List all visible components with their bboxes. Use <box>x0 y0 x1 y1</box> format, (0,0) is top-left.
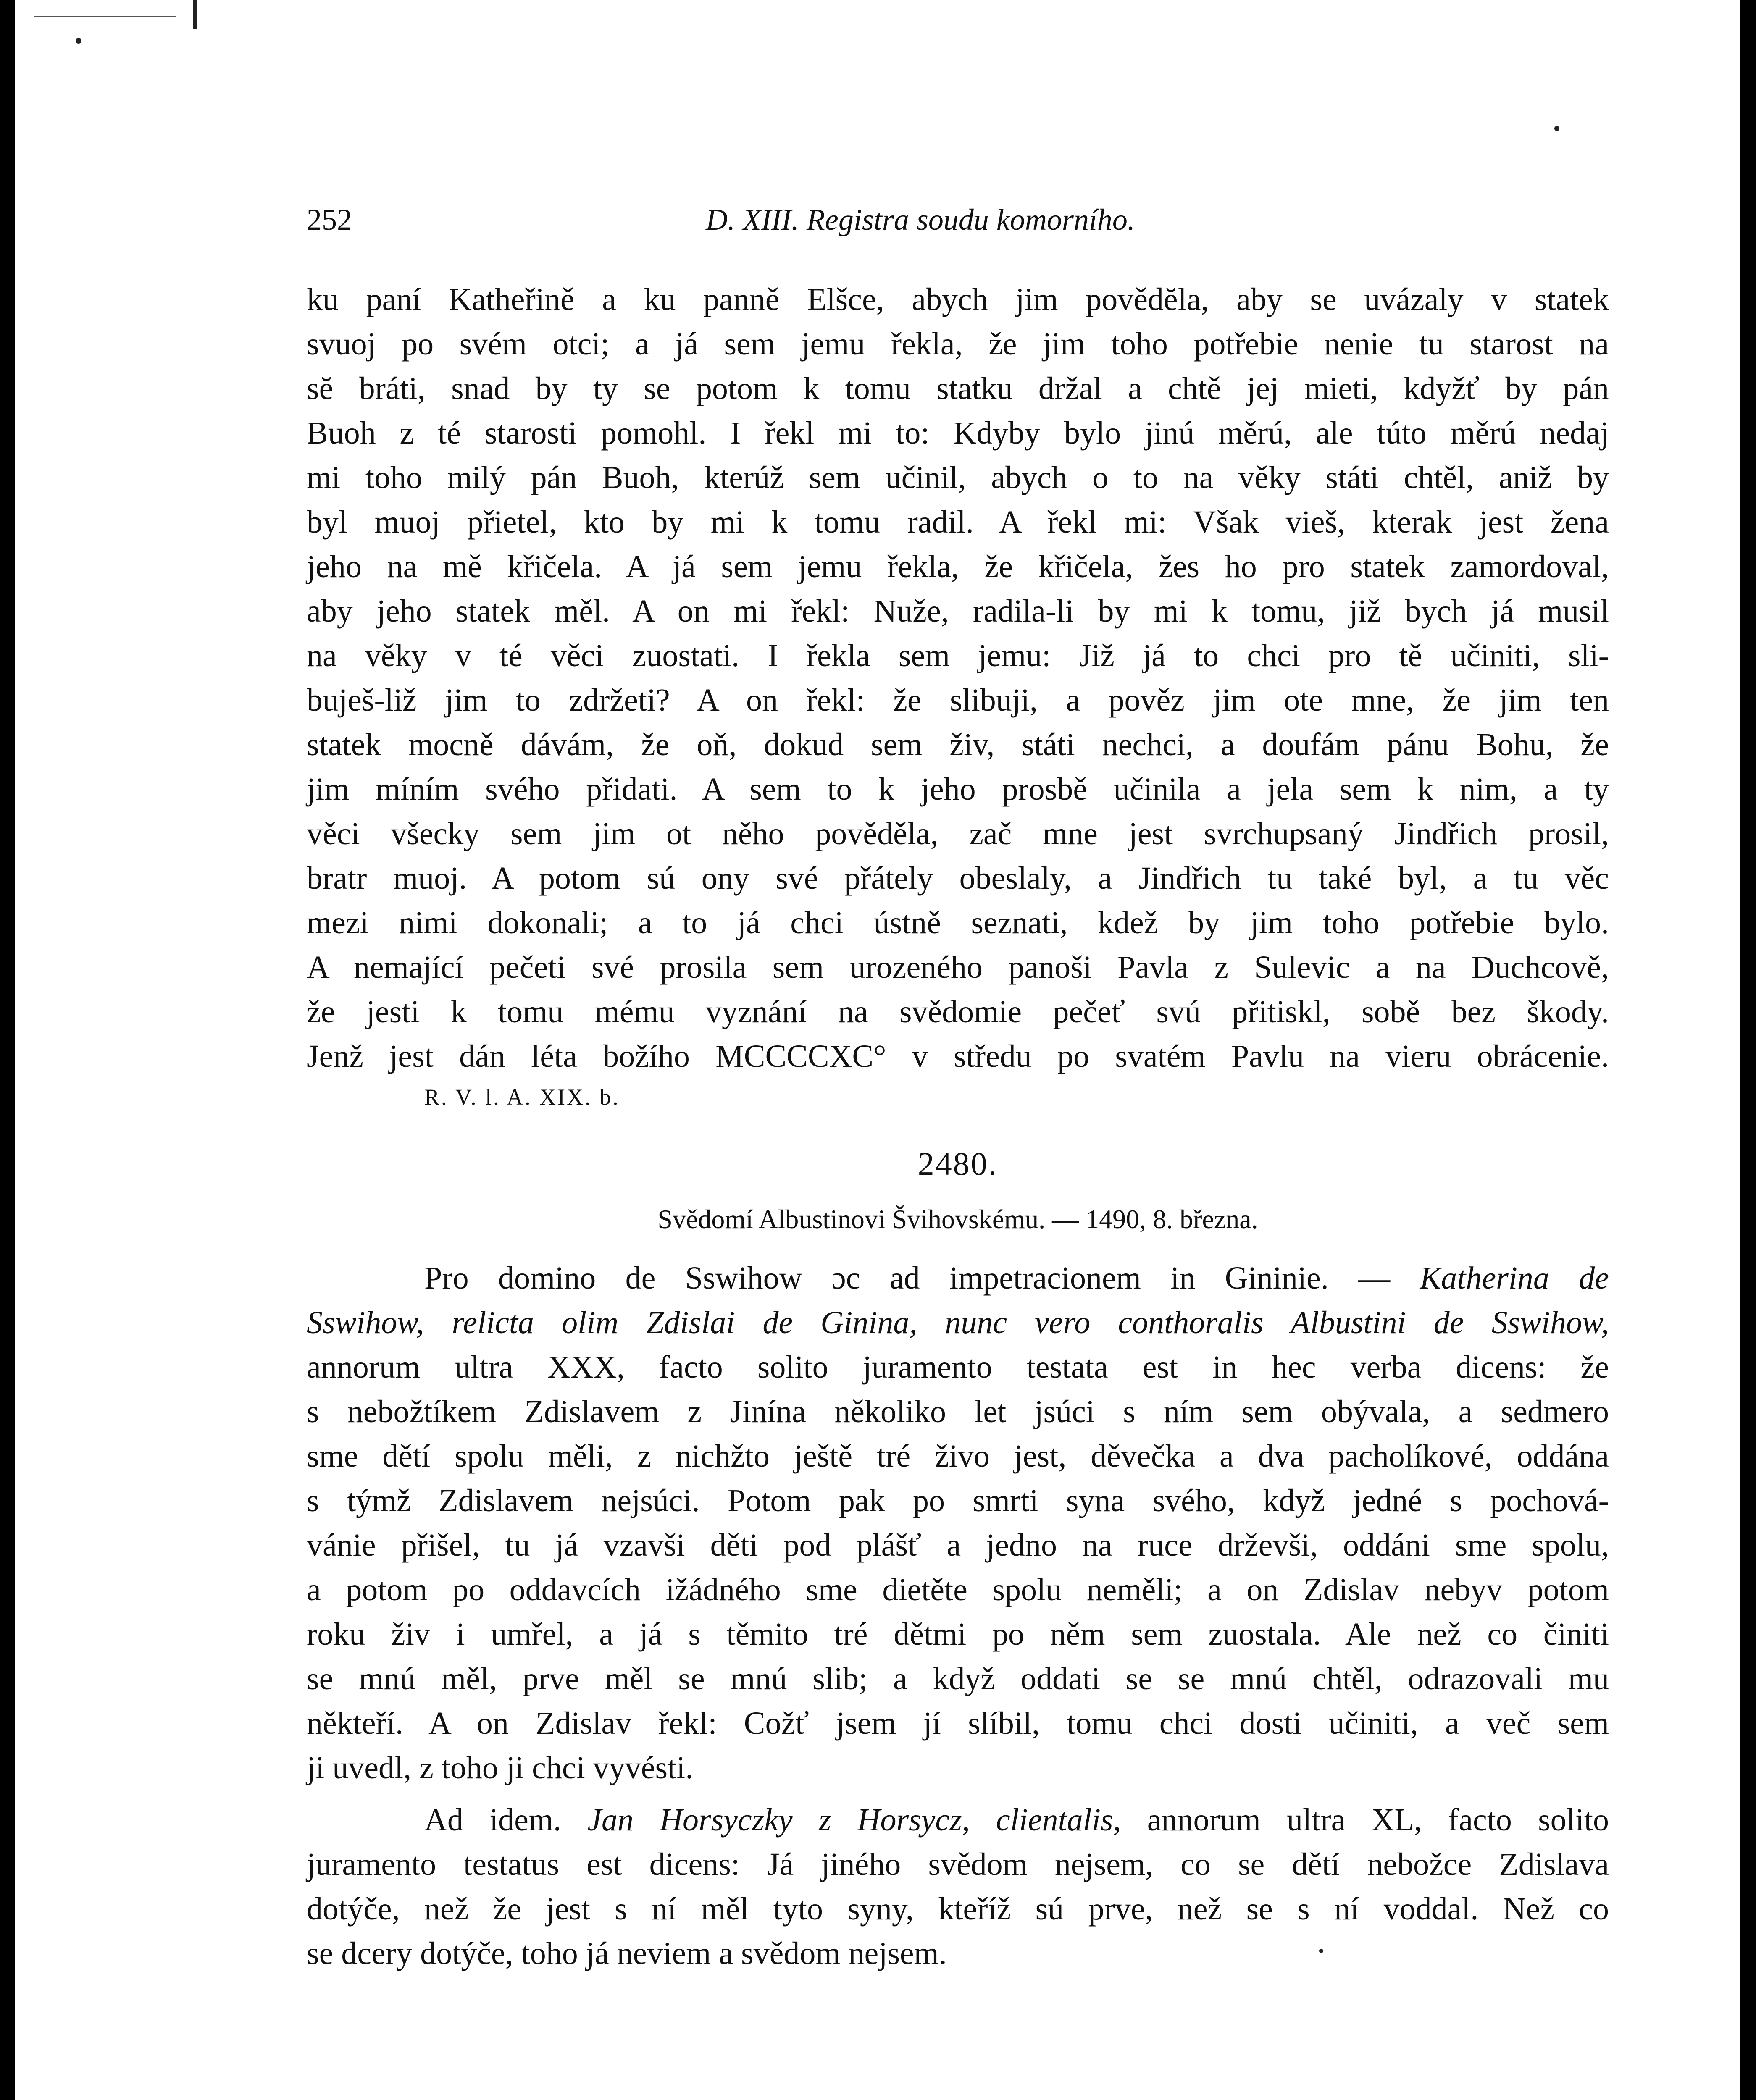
scan-artifact-rule <box>34 16 176 17</box>
entry-paragraph-1 <box>307 1256 1609 1790</box>
text-line: sme dětí spolu měli, z nichžto ještě tré živo jest, děvečka a dva pacholíkové, oddána <box>307 1438 1609 1474</box>
text-run: Ad idem. <box>424 1802 588 1838</box>
text-line: aby jeho statek měl. A on mi řekl: Nuže, radila-li by mi k tomu, již bych já musil <box>307 593 1609 629</box>
running-title: D. XIII. Registra soudu komorního. <box>706 203 1135 236</box>
text-line: buješ-liž jim to zdržeti? A on řekl: že slibuji, a pověz jim ote mne, že jim ten <box>307 682 1609 718</box>
text-line: jeho na mě křičela. A já sem jemu řekla, že křičela, žes ho pro statek zamordoval, <box>307 549 1609 584</box>
scan-speck <box>1554 126 1559 131</box>
text-line: s týmž Zdislavem nejsúci. Potom pak po smrti syna svého, když jedné s pochová- <box>307 1483 1609 1518</box>
text-line: juramento testatus est dicens: Já jiného svědom nejsem, co se dětí nebožce Zdislava <box>307 1847 1609 1882</box>
text-line: mezi nimi dokonali; a to já chci ústně seznati, kdež by jim toho potřebie bylo. <box>307 905 1609 940</box>
text-line: svuoj po svém otci; a já sem jemu řekla, že jim toho potřebie nenie tu starost na <box>307 326 1609 362</box>
continued-paragraph <box>307 277 1609 1079</box>
entry-paragraph-2 <box>307 1798 1609 1976</box>
page-number: 252 <box>307 203 352 236</box>
text-line: vánie přišel, tu já vzavši děti pod plášť a jedno na ruce drževši, oddáni sme spolu, <box>307 1528 1609 1563</box>
text-run: Pro domino de Sswihow ɔc ad impetracionem in Gininie. — <box>424 1260 1420 1296</box>
text-line: statek mocně dávám, že oň, dokud sem živ, státi nechci, a doufám pánu Bohu, že <box>307 727 1609 762</box>
text-line: že jesti k tomu mému vyznání na svědomie pečeť svú přitiskl, sobě bez škody. <box>307 994 1609 1029</box>
text-line: Buoh z té starosti pomohl. I řekl mi to: Kdyby bylo jinú měrú, ale túto měrú nedaj <box>307 415 1609 451</box>
text-line: A nemající pečeti své prosila sem urozeného panoši Pavla z Sulevic a na Duchcově, <box>307 950 1609 985</box>
scan-border-right <box>1740 0 1756 2100</box>
scan-artifact-tick <box>193 0 197 29</box>
scan-speck <box>76 38 81 44</box>
text-line: roku živ i umřel, a já s těmito tré dětmi po něm sem zuostala. Ale než co činiti <box>307 1617 1609 1652</box>
text-line: někteří. A on Zdislav řekl: Cožť jsem jí slíbil, tomu chci dosti učiniti, a več sem <box>307 1706 1609 1741</box>
text-run-italic: Sswihow, relicta olim Zdislai de Ginina, nunc vero conthoralis Albustini de Sswihow, <box>307 1305 1609 1340</box>
scan-border-left <box>0 0 15 2100</box>
text-run: annorum ultra XL, facto solito <box>1121 1802 1609 1838</box>
source-reference: R. V. l. A. XIX. b. <box>424 1084 620 1110</box>
text-run-italic: Jan Horsyczky z Horsycz, clientalis, <box>587 1802 1121 1838</box>
text-run-italic: Katherina de <box>1420 1260 1609 1296</box>
text-line: a potom po oddavcích ižádného sme dietěte spolu neměli; a on Zdislav nebyv potom <box>307 1572 1609 1607</box>
text-line: se mnú měl, prve měl se mnú slib; a když oddati se se mnú chtěl, odrazovali mu <box>307 1661 1609 1696</box>
text-line: dotýče, než že jest s ní měl tyto syny, kteříž sú prve, než se s ní voddal. Než co <box>307 1891 1609 1927</box>
text-line: s nebožtíkem Zdislavem z Jinína několiko let jsúci s ním sem obývala, a sedmero <box>307 1394 1609 1429</box>
text-line <box>307 1300 1609 1345</box>
text-line <box>307 1798 1609 1842</box>
entry-number: 2480. <box>917 1145 998 1182</box>
text-line: ku paní Katheřině a ku panně Elšce, abych jim povědĕla, aby se uvázaly v statek <box>307 282 1609 317</box>
page-content <box>307 197 1609 1976</box>
text-line <box>307 1256 1609 1300</box>
text-line: na věky v té věci zuostati. I řekla sem jemu: Již já to chci pro tě učiniti, sli- <box>307 638 1609 673</box>
text-line: sĕ bráti, snad by ty se potom k tomu statku držal a chtě jej mieti, kdyžť by pán <box>307 371 1609 406</box>
text-line: Jenž jest dán léta božího MCCCCXC° v středu po svatém Pavlu na vieru obrácenie. <box>307 1039 1609 1074</box>
text-line: ji uvedl, z toho ji chci vyvésti. <box>307 1750 694 1785</box>
text-line: mi toho milý pán Buoh, kterúž sem učinil, abych o to na věky státi chtěl, aniž by <box>307 460 1609 495</box>
page-header <box>307 197 1609 244</box>
text-line: věci všecky sem jim ot něho pověděla, zač mne jest svrchupsaný Jindřich prosil, <box>307 816 1609 851</box>
text-line: bratr muoj. A potom sú ony své přátely obeslaly, a Jindřich tu také byl, a tu věc <box>307 861 1609 896</box>
text-line: annorum ultra XXX, facto solito juramento testata est in hec verba dicens: že <box>307 1349 1609 1385</box>
text-line: se dcery dotýče, toho já neviem a svědom nejsem. <box>307 1936 947 1971</box>
text-line: byl muoj přietel, kto by mi k tomu radil. A řekl mi: Však vieš, kterak jest žena <box>307 504 1609 540</box>
entry-title: Svědomí Albustinovi Švihovskému. — 1490, 8. března. <box>657 1204 1258 1234</box>
text-line: jim míním svého přidati. A sem to k jeho prosbě učinila a jela sem k nim, a ty <box>307 772 1609 807</box>
